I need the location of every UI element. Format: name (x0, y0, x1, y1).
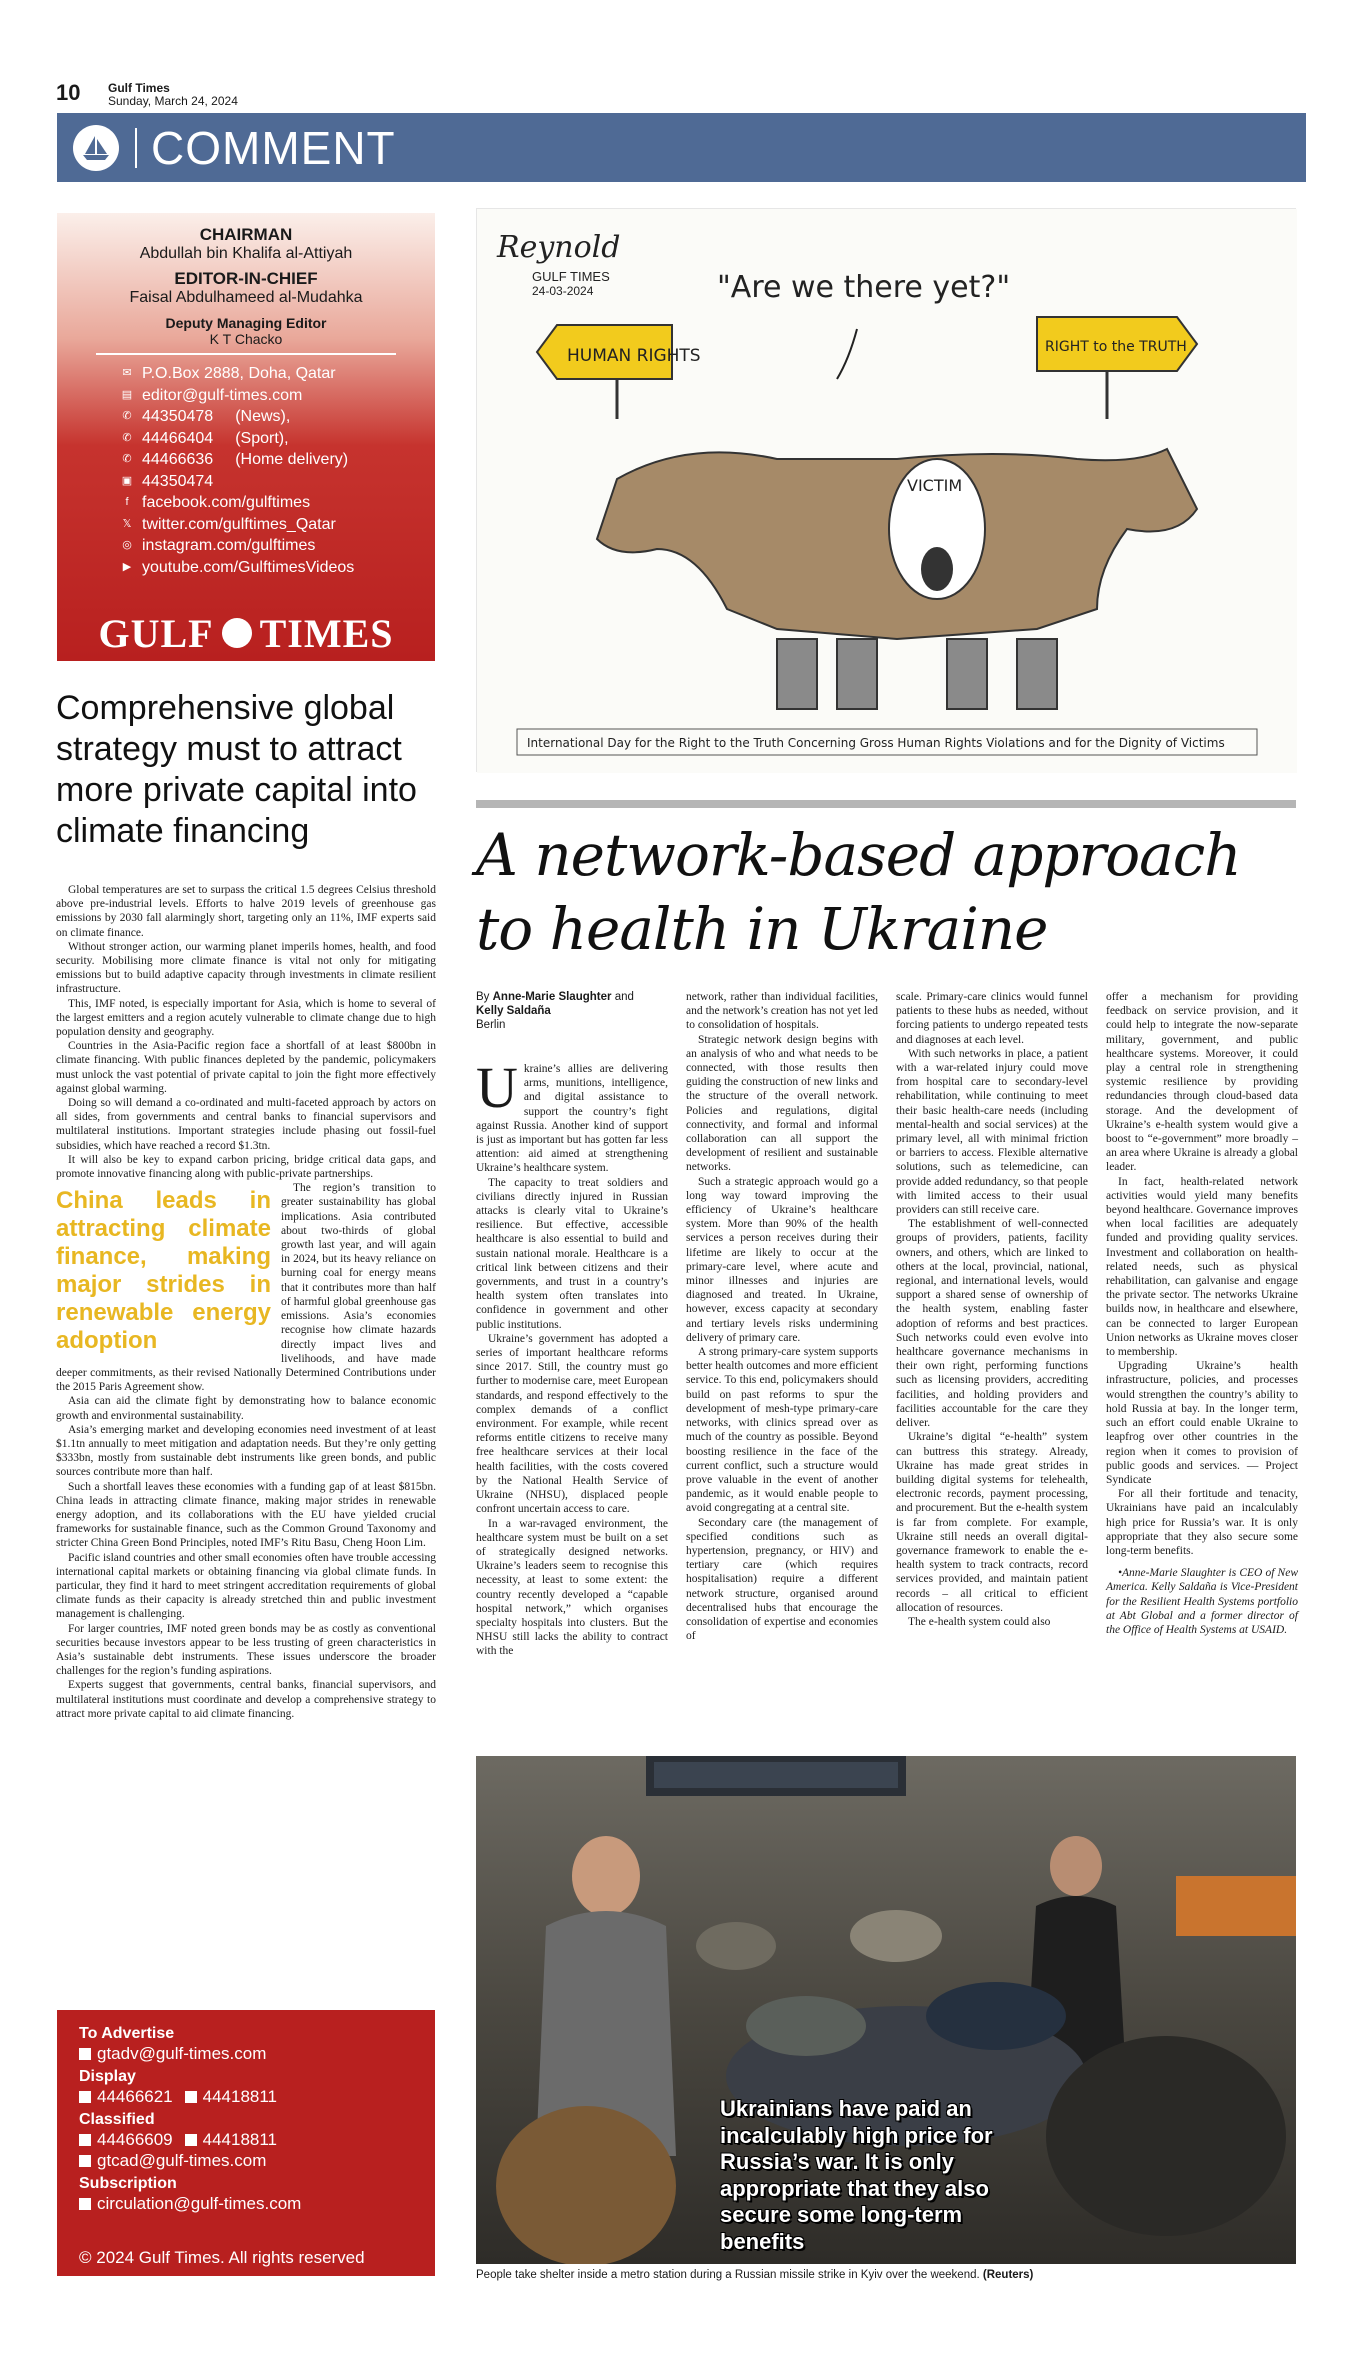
classified-phones: 44466609 44418811 (79, 2129, 435, 2150)
contact-phone-news: ✆ 44350478 (News), (120, 406, 435, 428)
article-column-4: offer a mechanism for providing feedback on service provision, and it could help to integrate the now-separate military, government, and public healthcare systems. Moreover, it could play a central role in strengthening systemic resilience by providing redundancies through cloud-based data storage. And the development of Ukraine’s e-health system would give a boost to “e-government” more broadly – an area where Ukraine is already a global leader. In fact, health-related network activities would yield many benefits beyond healthcare. Governance improves when local facilities are adequately funded and providing quality services. Investment and collaboration on health-related needs, such as physical rehabilitation, can galvanise and engage the private sector. The networks Ukraine builds now, in healthcare and elsewhere, can be connected to larger European Union networks as Ukraine moves closer to membership. Upgrading Ukraine’s health infrastructure, policies, and processes would strengthen the country’s ability to hold Russia at bay. In the longer term, such an effort could enable Ukraine to leapfrog over other countries in the region when it comes to provision of public goods and services. — Project Syndicate For all their fortitude and tenacity, Ukrainians have paid an incalculably high price for Russia’s war. It is only appropriate that they also secure some long-term benefits. •Anne-Marie Slaughter is CEO of New America. Kelly Saldaña is Vice-President for the Resilient Health Systems portfolio at Abt Global and a former director of the Office of Health Systems at USAID. (1106, 991, 1298, 1636)
photo-pullquote: Ukrainians have paid an incalculably high price for Russia’s war. It is only appropriate that they also secure some long-term benefits (720, 2096, 993, 2254)
phone-icon: ✆ (122, 410, 132, 422)
dhow-logo-icon (222, 618, 252, 648)
chairman-label: CHAIRMAN (199, 225, 293, 244)
display-label: Display (79, 2068, 136, 2085)
dateline: Berlin (476, 1019, 506, 1031)
gulf-times-logo: GULF TIMES (98, 610, 394, 656)
publication-name: Gulf Times (108, 81, 170, 95)
email-icon (79, 2155, 91, 2167)
masthead (108, 82, 238, 108)
advertise-label: To Advertise (79, 2025, 175, 2042)
advertise-email[interactable]: gtadv@gulf-times.com (79, 2043, 435, 2064)
phone-icon: ✆ (122, 453, 132, 465)
cartoon-date: 24-03-2024 (532, 284, 594, 298)
fax-icon: ▣ (121, 474, 133, 487)
article-column-3: scale. Primary-care clinics would funnel patients to these hubs as needed, without forcing patients to undergo repeated tests and diagnoses at each level. With such networks in place, a patient with a war-related injury could move from hospital care to secondary-level rehabilitation, while continuing to meet their basic health-care needs (including mental-health and social services) at the primary level, all with minimal friction or barriers to access. Flexible alternative solutions, such as telemedicine, can provide added redundancy, so that people with limited access to their usual providers can still receive care. The establishment of well-connected groups of providers, patients, facility owners, and others, which are linked to others at the local, provincial, national, regional, and international levels, would support a shared sense of ownership of the health system, enabling faster adoption of reforms and best practices. Such networks could even evolve into healthcare governance mechanisms in their own right, performing functions such as licensing providers, accrediting facilities, and holding providers and facilities accountable for the care they deliver. Ukraine’s digital “e-health” system can buttress this strategy. Already, Ukraine has made great strides in building digital systems for telehealth, electronic records, payment processing, and procurement. But the e-health system is far from complete. For example, Ukraine still needs an overall digital-governance framework to enable the e-health system to track contracts, record services provided, and maintain patient records – all critical to efficient allocation of resources. The e-health system could also (896, 991, 1088, 1628)
x-icon: 𝕏 (122, 517, 132, 530)
contact-facebook[interactable]: f facebook.com/gulftimes (120, 492, 435, 514)
contact-twitter[interactable]: 𝕏 twitter.com/gulftimes_Qatar (120, 514, 435, 536)
deputy-name: K T Chacko (209, 331, 283, 347)
facebook-icon: f (125, 496, 129, 508)
editorial-headline: Comprehensive global strategy must to attract more private capital into climate financing (56, 689, 417, 850)
phone-icon (79, 2134, 91, 2146)
subscription-email[interactable]: circulation@gulf-times.com (79, 2193, 435, 2214)
staff-rule (96, 353, 396, 355)
advertising-box (57, 2010, 435, 2276)
article-column-1: Ukraine’s allies are delivering arms, munitions, intelligence, and digital assistance to support the country’s fight against Russia. Another kind of support is just as important but has gotten far less attention: aid aimed at strengthening Ukraine’s healthcare system. The capacity to treat soldiers and civilians directly injured in Russian attacks is clearly vital to Ukraine’s resilience. But effective, accessible healthcare is also essential to build and sustain national morale. Healthcare is a critical link between citizens and their governments, and trust in a country’s health system often translates into confidence in government and other public institutions. Ukraine’s government has adopted a series of important healthcare reforms since 2017. Still, the country must go further to modernise care, meet European standards, and respond effectively to the complex demands of a conflict environment. For example, while recent reforms entitle citizens to receive many free healthcare services at their local health facilities, with the costs covered by the National Health Service of Ukraine (NHSU), displaced people confront uncertain access to care. In a war-ravaged environment, the healthcare system must be built on a set of strategically designed networks. Ukraine’s leaders seem to recognise this necessity, at least to some extent: the country recently developed a “capable hospital network,” which organises specialty hospitals into clusters. But the NHSU still lacks the ability to contract with the (476, 1055, 668, 1658)
section-title: COMMENT (151, 121, 396, 174)
instagram-icon: ◎ (122, 539, 132, 551)
editor-label: EDITOR-IN-CHIEF (174, 269, 318, 288)
left-sign-text: HUMAN RIGHTS (567, 346, 701, 366)
phone-icon (79, 2091, 91, 2103)
staff-box (57, 213, 435, 661)
classified-email[interactable]: gtcad@gulf-times.com (79, 2150, 435, 2171)
cartoon-signature: Reynold (497, 230, 621, 265)
email-icon (79, 2048, 91, 2060)
cartoon-outlet: GULF TIMES (532, 269, 610, 284)
editorial-pullquote: China leads in attracting climate finance, making major strides in renewable energy adoption (56, 1187, 271, 1355)
photo-caption: People take shelter inside a metro station during a Russian missile strike in Kyiv over the weekend. (Reuters) (476, 2269, 1034, 2281)
drop-cap: U (476, 1055, 518, 1120)
page-number: 10 (56, 80, 81, 105)
victim-label: VICTIM (907, 476, 963, 495)
cartoon-speech: "Are we there yet?" (717, 270, 1011, 305)
article-column-2: network, rather than individual facilities, and the network’s creation has not yet led to consolidation of hospitals. Strategic network design begins with an analysis of who and what needs to be connected, with those results then guiding the construction of new links and the structure of the overall network. Policies and regulations, digital connectivity, and formal and informal collaboration can all support the development of resilient and sustainable networks. Such a strategic approach would go a long way toward improving the efficiency of Ukraine’s healthcare system. More than 90% of the health services a person receives during their lifetime are likely to occur at the primary-care level, where acute and minor illnesses and injuries are diagnosed and treated. In Ukraine, however, excess capacity at secondary and tertiary levels risks undermining delivery of primary care. A strong primary-care system supports better health outcomes and more efficient service. To this end, policymakers should build on past reforms to spur the development of mesh-type primary-care networks, with clinics spread over as much of the country as possible. Beyond boosting resilience in the face of the current conflict, such a structure would prove valuable in the event of another pandemic, as it would enable people to avoid congregating at a central site. Secondary care (the management of specified conditions such as hypertension, pregnancy, or HIV) and tertiary care (which requires hospitalisation) require a different network structure, organised around decentralised hubs that encourage the consolidation of expertise and economies of (686, 991, 878, 1643)
deputy-label: Deputy Managing Editor (165, 315, 327, 331)
issue-date: Sunday, March 24, 2024 (108, 94, 238, 108)
subscription-label: Subscription (79, 2175, 177, 2192)
author-1: Anne-Marie Slaughter (492, 991, 612, 1003)
right-sign-text: RIGHT to the TRUTH (1045, 339, 1187, 355)
youtube-icon: ▶ (122, 560, 132, 573)
contact-address: ✉ P.O.Box 2888, Doha, Qatar (120, 363, 435, 385)
chairman-name: Abdullah bin Khalifa al-Attiyah (139, 245, 353, 262)
editorial-body: Global temperatures are set to surpass the critical 1.5 degrees Celsius threshold above pre-industrial levels. Efforts to halve 2019 levels of greenhouse gas emissions by 2030 fall alarmingly short, targeting only an 11%, IMF experts said on climate finance. Without stronger action, our warming planet imperils homes, health, and food security. Mobilising more climate finance is vital not only for mitigating emissions but to build adaptive capacity through investments in climate resilient infrastructure. This, IMF noted, is especially important for Asia, which is home to several of the largest emitters and a region acutely vulnerable to climate change due to high population density and geography. Countries in the Asia-Pacific region face a shortfall of at least $800bn in climate financing. With public finances depleted by the pandemic, policymakers must unlock the vast potential of private capital to join the fight more effectively against global warming. Doing so will demand a co-ordinated and multi-faceted approach by actors on all sides, from governments and central banks to financial supervisors and multilateral institutions. Important strategies include phasing out fossil-fuel subsidies, which have reached a record $1.3tn. It will also be key to expand carbon pricing, bridge critical data gaps, and promote innovative financing along with public-private partnerships. China leads in attracting climate finance, making major strides in renewable energy adoption The region’s transition to greater sustainability has global implications. Asia contributed about two-thirds of global growth last year, and will again in 2024, but its heavy reliance on burning coal for energy means that it contributes more than half of harmful global greenhouse gas emissions. Asia’s economies recognise how climate hazards directly impact lives and livelihoods, and have made deeper commitments, as their revised Nationally Determined Contributions under the 2015 Paris Agreement show. Asia can aid the climate fight by demonstrating how to balance economic growth and environmental sustainability. Asia’s emerging market and developing economies need investment of at least $1.1tn annually to meet mitigation and adaptation needs. But they’re only getting $333bn, mostly from sustainable debt instruments like green bonds, and public sources contribute more than half. Such a shortfall leaves these economies with a funding gap of at least $815bn. China leads in attracting climate finance, making major strides in renewable energy adoption, and its collaborations with the EU have yielded crucial frameworks for sustainable finance, such as the Common Ground Taxonomy and stricter China Green Bond Principles, noted IMF’s Ritu Basu, Cheng Hoon Lim. Pacific island countries and other small economies often have trouble accessing international capital markets or obtaining financing via global climate funds. In particular, they find it hard to meet stringent accreditation requirements of global climate funds as their capacity is already stretched thin and public investment management is challenging. For larger countries, IMF noted green bonds may be as costly as conventional securities because investors appear to be less trusting of green characteristics in Asia’s sustainable debt instruments. These issues underscore the broader challenges for the region’s funding aspirations. Experts suggest that governments, central banks, financial supervisors, and multilateral institutions must coordinate and develop a comprehensive strategy to attract more private capital to aid climate financing. (56, 884, 436, 1720)
contact-phone-sport: ✆ 44466404 (Sport), (120, 428, 435, 450)
article-headline: A network-based approach to health in Ukraine (476, 821, 1241, 963)
contact-email[interactable]: ▤ editor@gulf-times.com (121, 386, 303, 404)
dhow-logo-icon (73, 125, 119, 171)
mailbox-icon: ✉ (122, 367, 132, 379)
editor-name: Faisal Abdulhameed al-Mudahka (129, 289, 363, 306)
contact-list (120, 363, 435, 578)
contact-phone-delivery: ✆ 44466636 (Home delivery) (120, 449, 435, 471)
author-bio: •Anne-Marie Slaughter is CEO of New America. Kelly Saldaña is Vice-President for the Resilient Health Systems portfolio at Abt Global and a former director of the Office of Health Systems at USAID. (1106, 1567, 1298, 1636)
cartoon-illustration (477, 209, 1297, 773)
contact-youtube[interactable]: ▶ youtube.com/GulftimesVideos (120, 557, 435, 579)
article-top-rule (476, 800, 1296, 808)
fax-icon (185, 2134, 197, 2146)
phone-icon: ✆ (122, 431, 132, 444)
contact-instagram[interactable]: ◎ instagram.com/gulftimes (120, 535, 435, 557)
email-icon: ▤ (121, 388, 133, 401)
author-2: Kelly Saldaña (476, 1005, 551, 1017)
contact-fax: ▣ 44350474 (121, 472, 214, 490)
cartoon-caption: International Day for the Right to the Truth Concerning Gross Human Rights Violations and for the Dignity of Victims (527, 736, 1225, 750)
copyright: © 2024 Gulf Times. All rights reserved (79, 2248, 365, 2267)
fax-icon (185, 2091, 197, 2103)
byline: By Anne-Marie Slaughter and Kelly Saldaña Berlin (476, 991, 634, 1031)
editorial-cartoon (476, 208, 1296, 772)
display-phones: 44466621 44418811 (79, 2086, 435, 2107)
section-divider (135, 128, 137, 168)
section-bar (57, 113, 1306, 182)
email-icon (79, 2198, 91, 2210)
photo-credit: (Reuters) (982, 2269, 1034, 2281)
classified-label: Classified (79, 2111, 155, 2128)
